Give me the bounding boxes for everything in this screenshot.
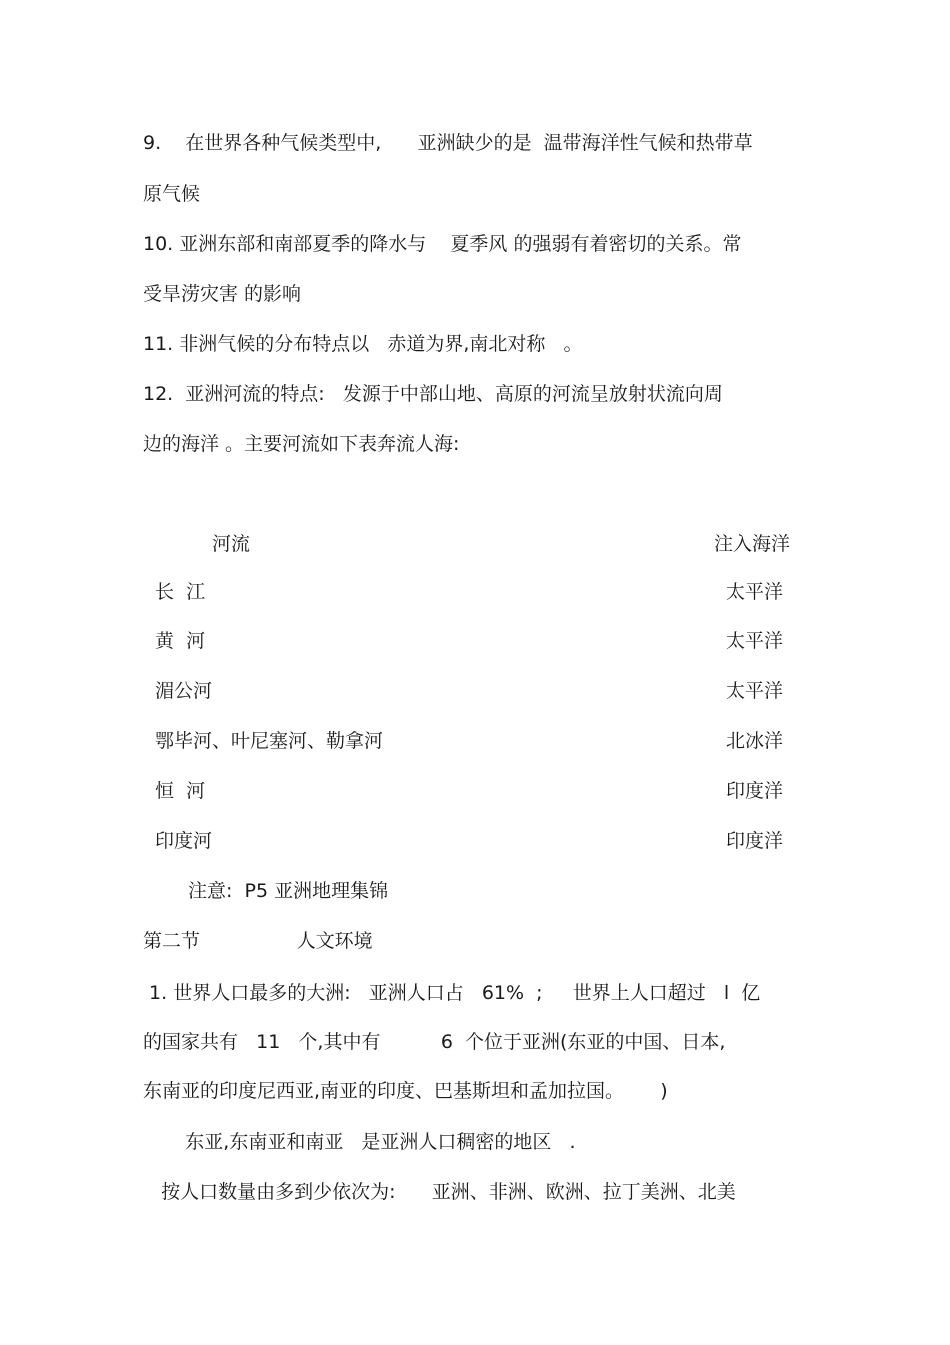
table-row-ocean: 太平洋	[726, 680, 784, 702]
table-row-river: 印度河	[155, 830, 213, 852]
section-line-2: 的国家共有 11 个,其中有 6 个位于亚洲(东亚的中国、日本,	[143, 1031, 726, 1053]
table-row-river: 鄂毕河、叶尼塞河、勒拿河	[155, 730, 384, 752]
paragraph-line-9: 9. 在世界各种气候类型中, 亚洲缺少的是 温带海洋性气候和热带草	[143, 132, 753, 154]
section-heading: 第二节 人文环境	[143, 930, 373, 952]
table-row-ocean: 太平洋	[726, 630, 784, 652]
section-line-3: 东南亚的印度尼西亚,南亚的印度、巴基斯坦和孟加拉国。 )	[143, 1080, 668, 1102]
section-line-5: 按人口数量由多到少依次为: 亚洲、非洲、欧洲、拉丁美洲、北美	[143, 1181, 736, 1203]
paragraph-line-10: 10. 亚洲东部和南部夏季的降水与 夏季风 的强弱有着密切的关系。常	[143, 233, 742, 255]
section-line-1: 1. 世界人口最多的大洲: 亚洲人口占 61% ; 世界上人口超过 l 亿	[143, 982, 761, 1004]
note-line: 注意: P5 亚洲地理集锦	[188, 880, 389, 902]
table-row-river: 黄 河	[155, 630, 206, 652]
paragraph-line-9-cont: 原气候	[143, 183, 201, 205]
paragraph-line-10-cont: 受旱涝灾害 的影响	[143, 283, 302, 305]
paragraph-line-12: 12. 亚洲河流的特点: 发源于中部山地、高原的河流呈放射状流向周	[143, 383, 723, 405]
section-line-4: 东亚,东南亚和南亚 是亚洲人口稠密的地区 .	[143, 1131, 576, 1153]
table-row-ocean: 印度洋	[726, 780, 784, 802]
table-row-ocean: 印度洋	[726, 830, 784, 852]
table-header-river: 河流	[212, 533, 251, 555]
table-row-ocean: 北冰洋	[726, 730, 784, 752]
table-row-river: 长 江	[155, 581, 206, 603]
table-header-ocean: 注入海洋	[714, 533, 791, 555]
table-row-river: 恒 河	[155, 780, 206, 802]
paragraph-line-11: 11. 非洲气候的分布特点以 赤道为界,南北对称 。	[143, 333, 583, 355]
table-row-ocean: 太平洋	[726, 581, 784, 603]
paragraph-line-12-cont: 边的海洋 。主要河流如下表奔流人海:	[143, 433, 460, 455]
table-row-river: 湄公河	[155, 680, 213, 702]
